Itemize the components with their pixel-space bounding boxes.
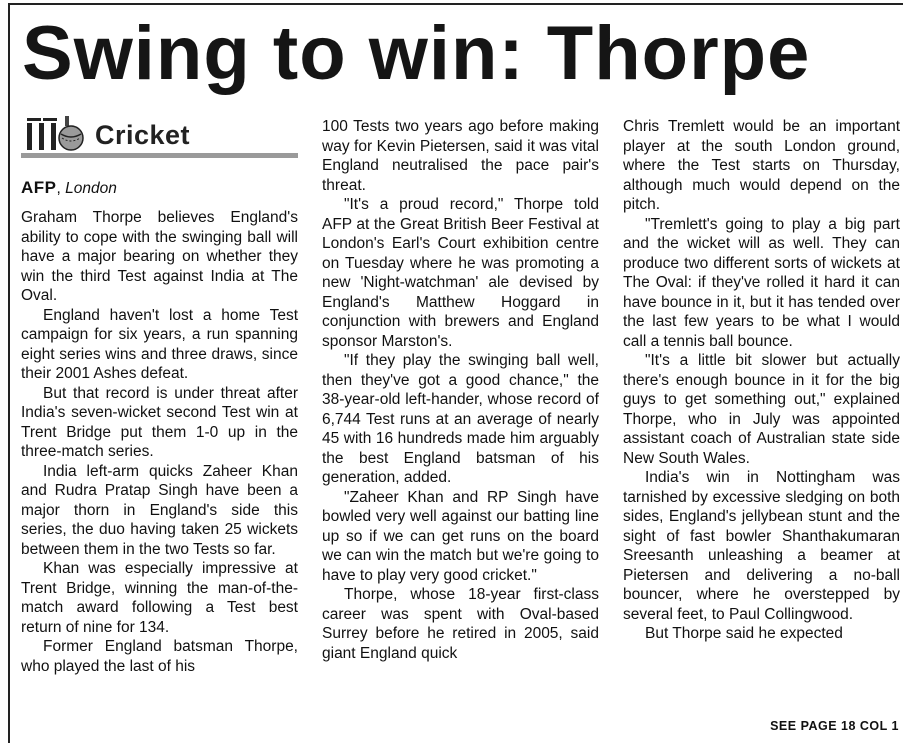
- left-rule: [8, 3, 10, 743]
- section-label: Cricket: [95, 120, 191, 150]
- paragraph: But that record is under threat after India's seven-wicket second Test win at Trent Bridge put them 1-0 up in the three-match series.: [21, 384, 298, 460]
- article-column-1: [21, 208, 298, 676]
- paragraph: Former England batsman Thorpe, who played the last of his: [21, 638, 298, 675]
- paragraph: "Tremlett's going to play a big part and the wicket will as well. They can produce two different sorts of wickets at The Oval: if they've rolled it hard it can have bounce in it, but it has tended over the last few years to be what I would call a tennis ball bounce.: [623, 215, 900, 350]
- section-kicker: [21, 112, 298, 158]
- paragraph: Khan was especially impressive at Trent Bridge, winning the man-of-the-match award following a Test best return of nine for 134.: [21, 560, 298, 636]
- continuation-jump-line: SEE PAGE 18 COL 1: [770, 719, 899, 733]
- byline-separator: ,: [56, 180, 61, 197]
- paragraph: But Thorpe said he expected: [645, 625, 843, 642]
- byline: [21, 178, 117, 198]
- paragraph: Thorpe, whose 18-year first-class career was spent with Oval-based Surrey before he retired in 2005, said giant England quick: [322, 586, 599, 662]
- paragraph: "If they play the swinging ball well, then they've got a good chance," the 38-year-old left-hander, whose record of 6,744 Test runs at an average of nearly 45 with 16 hundreds made him arguably the best England batsman of his generation, added.: [322, 352, 599, 486]
- paragraph: England haven't lost a home Test campaign for six years, a run spanning eight series wins and three draws, since their 2001 Ashes defeat.: [21, 306, 298, 382]
- paragraph: India's win in Nottingham was tarnished by excessive sledging on both sides, England's jellybean stunt and the sight of fast bowler Shanthakumaran Sreesanth unleashing a beamer at Pietersen and delivering a no-ball bouncer, where he overstepped by several feet, to Paul Collingwood.: [623, 469, 900, 623]
- paragraph: "It's a proud record," Thorpe told AFP at the Great British Beer Festival at London's Earl's Court exhibition centre on Tuesday where he was promoting a new 'Night-watchman' ale devised by England's Matthew Hoggard in conjunction with brewers and England sponsor Marston's.: [322, 196, 599, 350]
- paragraph: "It's a little bit slower but actually there's enough bounce in it for the big guys to get something out," explained Thorpe, who in July was appointed assistant coach of Australian state side New South Wales.: [623, 352, 900, 467]
- byline-agency: AFP: [21, 178, 57, 197]
- paragraph: India left-arm quicks Zaheer Khan and Rudra Pratap Singh have been a major thorn in England's side this series, the duo having taken 25 wickets between them in the two Tests so far.: [21, 462, 298, 558]
- paragraph: Chris Tremlett would be an important player at the south London ground, where the Test starts on Thursday, although much would depend on the pitch.: [623, 118, 900, 213]
- article-column-3: [623, 117, 900, 644]
- paragraph: "Zaheer Khan and RP Singh have bowled very well against our batting line up so if we can get runs on the board we can win the match but we're going to have to play very good cricket.": [322, 488, 599, 584]
- paragraph: Graham Thorpe believes England's ability to cope with the swinging ball will have a major bearing on whether they win the third Test against India at The Oval.: [21, 209, 298, 304]
- article-column-2: [322, 117, 599, 663]
- cricket-stumps-ball-icon: [21, 114, 89, 152]
- byline-location: London: [65, 180, 117, 197]
- paragraph: 100 Tests two years ago before making way for Kevin Pietersen, said it was vital England neutralised the pace pair's threat.: [322, 118, 599, 194]
- top-rule: [8, 3, 903, 5]
- headline: Swing to win: Thorpe: [22, 11, 811, 96]
- section-rule: [21, 153, 298, 158]
